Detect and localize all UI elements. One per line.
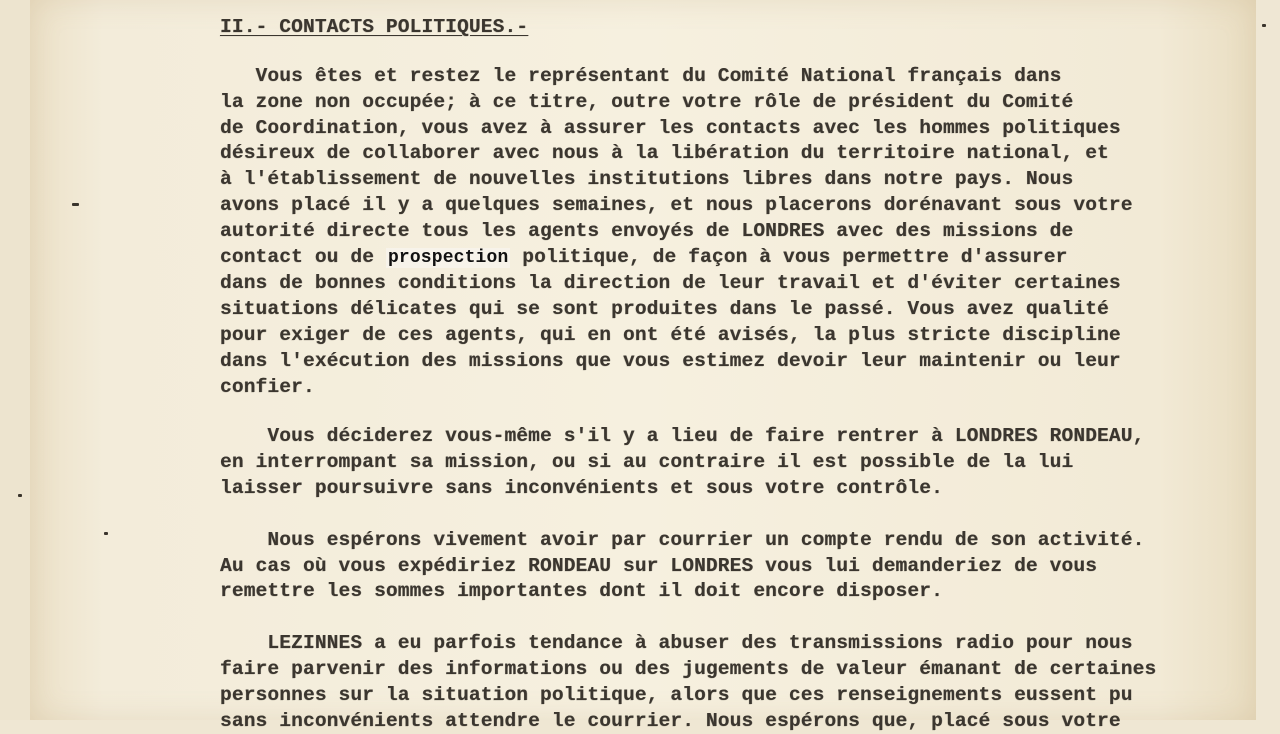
text-line: pour exiger de ces agents, qui en ont été avisés, la plus stricte discipline	[220, 323, 1121, 346]
text-line: à l'établissement de nouvelles institutions libres dans notre pays. Nous	[220, 168, 1074, 191]
text-line: dans de bonnes conditions la direction de leur travail et d'éviter certaines	[220, 272, 1121, 295]
text-line: situations délicates qui se sont produites dans le passé. Vous avez qualité	[220, 298, 1109, 321]
typed-correction: prospection	[387, 247, 509, 268]
margin-mark	[72, 203, 79, 206]
text-line: en interrompant sa mission, ou si au contraire il est possible de la lui	[220, 451, 1074, 474]
text-segment: contact ou de	[220, 245, 386, 268]
text-line: remettre les sommes importantes dont il doit encore disposer.	[220, 580, 943, 603]
text-line: LEZINNES a eu parfois tendance à abuser des transmissions radio pour nous	[220, 632, 1133, 655]
text-line: la zone non occupée; à ce titre, outre votre rôle de président du Comité	[220, 90, 1074, 113]
text-line: laisser poursuivre sans inconvénients et sous votre contrôle.	[220, 476, 943, 499]
paragraph-2	[220, 424, 1250, 501]
paragraph-3	[220, 528, 1250, 605]
text-line: Nous espérons vivement avoir par courrier un compte rendu de son activité.	[220, 528, 1145, 551]
page-right-margin	[1256, 0, 1280, 720]
text-line: avons placé il y a quelques semaines, et nous placerons dorénavant sous votre	[220, 193, 1133, 216]
paragraph-1	[220, 64, 1250, 400]
text-line: sans inconvénients attendre le courrier. Nous espérons que, placé sous votre	[220, 709, 1121, 732]
text-line: Vous déciderez vous-même s'il y a lieu de faire rentrer à LONDRES RONDEAU,	[220, 425, 1145, 448]
page-left-margin	[0, 0, 30, 720]
text-line: Au cas où vous expédiriez RONDEAU sur LONDRES vous lui demanderiez de vous	[220, 554, 1098, 577]
paragraph-4	[220, 631, 1250, 734]
text-line: faire parvenir des informations ou des jugements de valeur émanant de certaines	[220, 657, 1157, 680]
text-line: confier.	[220, 375, 315, 398]
text-segment: politique, de façon à vous permettre d'assurer	[510, 245, 1068, 268]
typewritten-text	[220, 14, 1250, 734]
margin-mark	[104, 532, 108, 535]
text-line: désireux de collaborer avec nous à la libération du territoire national, et	[220, 142, 1109, 165]
text-line: dans l'exécution des missions que vous estimez devoir leur maintenir ou leur	[220, 349, 1121, 372]
text-line: personnes sur la situation politique, alors que ces renseignements eussent pu	[220, 683, 1133, 706]
section-heading: II.- CONTACTS POLITIQUES.-	[220, 16, 529, 38]
text-line	[220, 245, 1250, 272]
text-line: Vous êtes et restez le représentant du Comité National français dans	[220, 65, 1062, 87]
margin-mark	[18, 494, 22, 497]
text-line: de Coordination, vous avez à assurer les contacts avec les hommes politiques	[220, 116, 1121, 139]
margin-mark	[1262, 24, 1266, 27]
text-line: autorité directe tous les agents envoyés de LONDRES avec des missions de	[220, 219, 1074, 242]
